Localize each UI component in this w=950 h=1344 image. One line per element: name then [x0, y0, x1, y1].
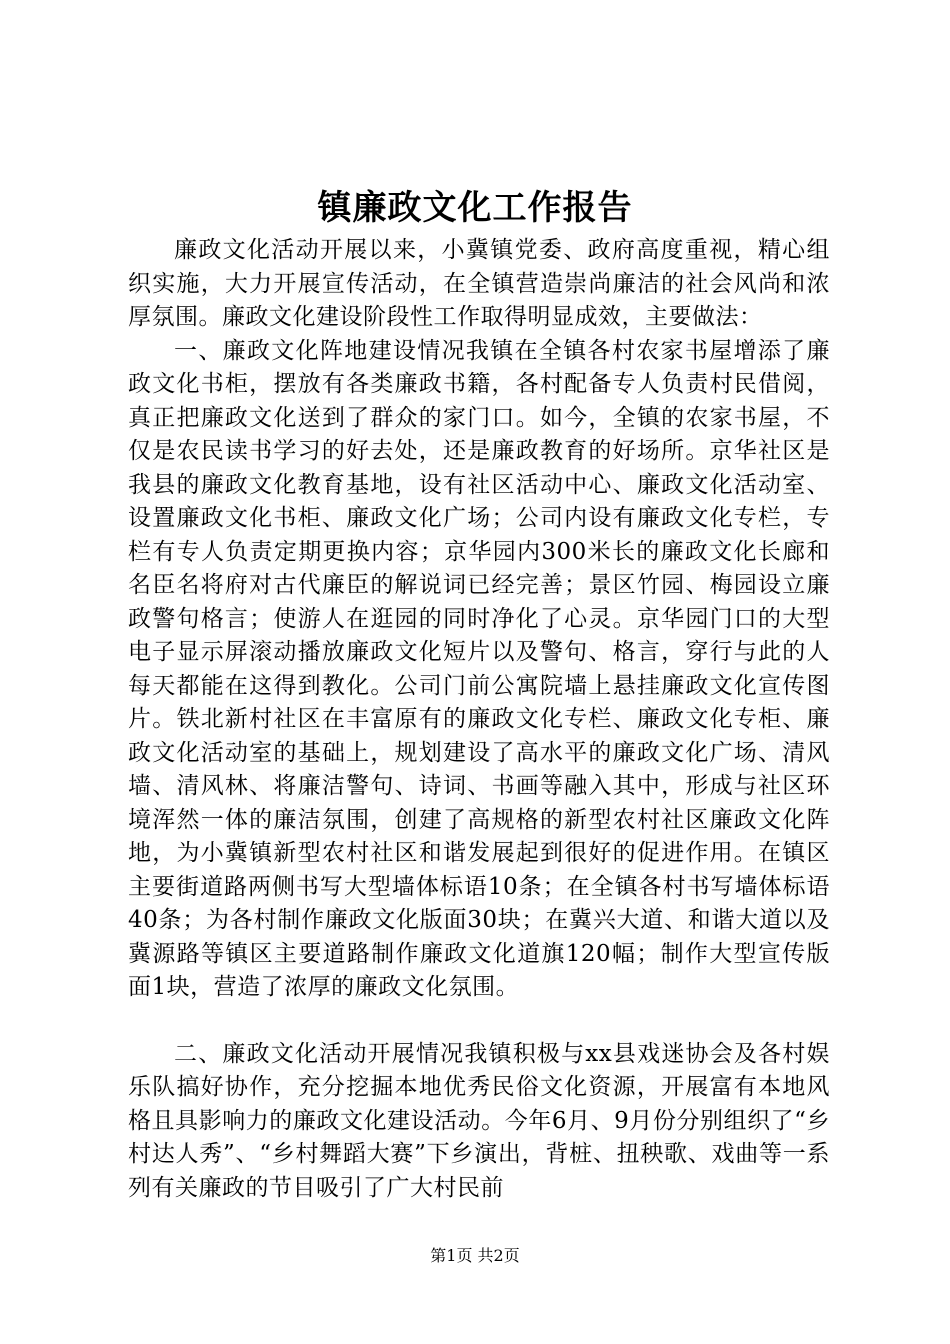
- page-number-footer: 第1页 共2页: [430, 1246, 520, 1265]
- document-body: [128, 234, 830, 1205]
- paragraph-intro: 廉政文化活动开展以来，小冀镇党委、政府高度重视，精心组织实施，大力开展宣传活动，在全镇营造崇尚廉洁的社会风尚和浓厚氛围。廉政文化建设阶段性工作取得明显成效，主要做法：: [128, 237, 830, 330]
- paragraph-section-1: 一、廉政文化阵地建设情况我镇在全镇各村农家书屋增添了廉政文化书柜，摆放有各类廉政书籍，各村配备专人负责村民借阅，真正把廉政文化送到了群众的家门口。如今，全镇的农家书屋，不仅是农民读书学习的好去处，还是廉政教育的好场所。京华社区是我县的廉政文化教育基地，设有社区活动中心、廉政文化活动室、设置廉政文化书柜、廉政文化广场；公司内设有廉政文化专栏，专栏有专人负责定期更换内容；京华园内300米长的廉政文化长廊和名臣名将府对古代廉臣的解说词已经完善；景区竹园、梅园设立廉政警句格言；使游人在逛园的同时净化了心灵。京华园门口的大型电子显示屏滚动播放廉政文化短片以及警句、格言，穿行与此的人每天都能在这得到教化。公司门前公寓院墙上悬挂廉政文化宣传图片。铁北新村社区在丰富原有的廉政文化专栏、廉政文化专柜、廉政文化活动室的基础上，规划建设了高水平的廉政文化广场、清风墙、清风林、将廉洁警句、诗词、书画等融入其中，形成与社区环境浑然一体的廉洁氛围，创建了高规格的新型农村社区廉政文化阵地，为小冀镇新型农村社区和谐发展起到很好的促进作用。在镇区主要街道路两侧书写大型墙体标语10条；在全镇各村书写墙体标语40条；为各村制作廉政文化版面30块；在冀兴大道、和谐大道以及冀源路等镇区主要道路制作廉政文化道旗120幅；制作大型宣传版面1块，营造了浓厚的廉政文化氛围。: [128, 337, 830, 1000]
- document-title: 镇廉政文化工作报告: [317, 188, 633, 228]
- paragraph-section-2: 二、廉政文化活动开展情况我镇积极与xx县戏迷协会及各村娱乐队搞好协作，充分挖掘本地优秀民俗文化资源，开展富有本地风格且具影响力的廉政文化建设活动。今年6月、9月份分别组织了“乡村达人秀”、“乡村舞蹈大赛”下乡演出，背桩、扭秧歌、戏曲等一系列有关廉政的节目吸引了广大村民前: [128, 1040, 830, 1201]
